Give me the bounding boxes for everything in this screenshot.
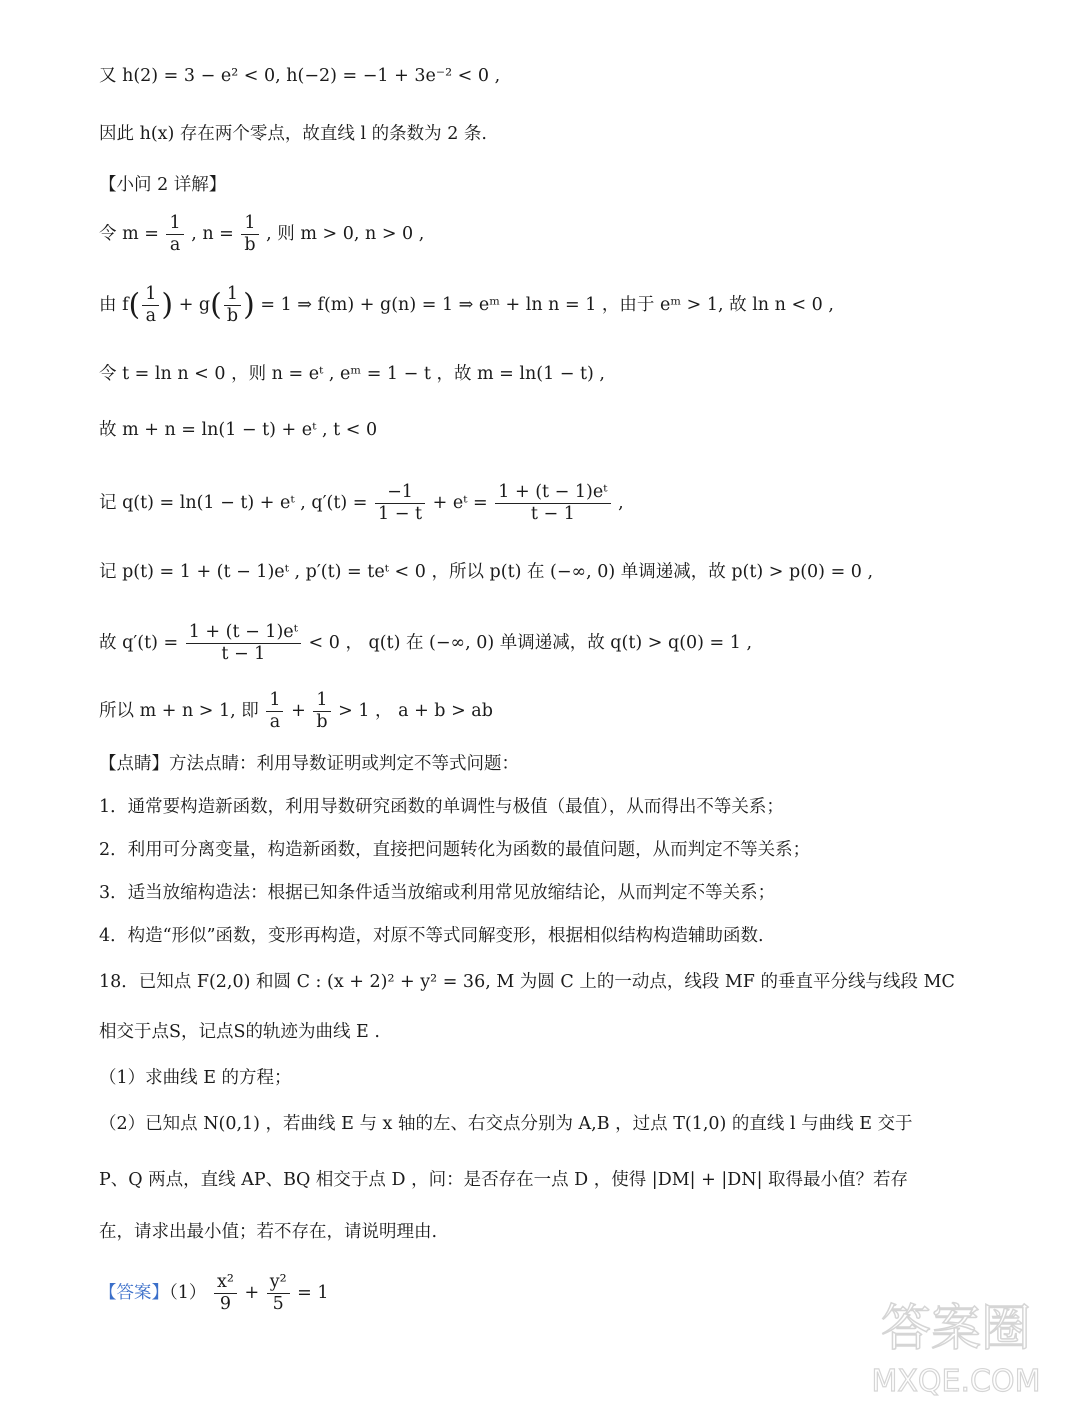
text-run: > 1 ， a + b > ab (338, 701, 493, 721)
watermark-logo (856, 1283, 1056, 1403)
numerator: 1 (224, 286, 241, 307)
text-run: 记 q(t) = ln(1 − t) + eᵗ , q′(t) = (99, 493, 368, 513)
list-item: 2．利用可分离变量，构造新函数，直接把问题转化为函数的最值问题，从而判定不等关系； (99, 840, 811, 860)
denominator: 1 − t (378, 504, 423, 524)
fraction (267, 1271, 290, 1314)
question-text: 18．已知点 F(2,0) 和圆 C : (x + 2)² + y² = 36, M 为圆 C 上的一动点，线段 MF 的垂直平分线与线段 MC (99, 972, 955, 992)
text-run: + (291, 701, 306, 721)
fraction (214, 1271, 237, 1314)
text-run: , (618, 493, 624, 513)
fraction (375, 481, 425, 524)
denominator: t − 1 (530, 504, 575, 524)
formula-line: 由 f( $\frac{1}{a}$ ) + g( $\frac{1}{b}$ ) = 1 ⇒ f(m) + g(n) = 1 ⇒ eᵐ + ln n = 1 ，由于 eᵐ > 1, 故 ln n < 0 , (99, 283, 834, 326)
denominator: a (145, 306, 157, 326)
denominator: 9 (219, 1294, 231, 1314)
section-heading: 【点睛】方法点睛：利用导数证明或判定不等式问题： (99, 754, 519, 774)
text-line: 故 m + n = ln(1 − t) + eᵗ , t < 0 (99, 420, 378, 440)
question-part: P、Q 两点，直线 AP、BQ 相交于点 D ，问：是否存在一点 D ，使得 |DM| + |DN| 取得最小值？若存 (99, 1170, 909, 1190)
question-part: （1）求曲线 E 的方程； (99, 1068, 292, 1088)
fraction (266, 689, 283, 732)
denominator: a (269, 712, 281, 732)
fraction (186, 621, 301, 664)
text-run: = 1 ⇒ f(m) + g(n) = 1 ⇒ eᵐ + ln n = 1 ，由于 eᵐ > 1, 故 ln n < 0 , (260, 295, 834, 315)
text-run: 令 m = (99, 224, 159, 244)
fraction (142, 283, 159, 326)
denominator: a (169, 235, 181, 255)
text-run: + (244, 1283, 260, 1303)
text-line: 又 h(2) = 3 − e² < 0, h(−2) = −1 + 3e⁻² < 0 , (99, 66, 501, 86)
numerator: 1 (266, 692, 283, 713)
question-part: 在，请求出最小值；若不存在，请说明理由. (99, 1222, 438, 1242)
text-run: , n = (191, 224, 234, 244)
watermark-bottom-text: MXQE.COM (871, 1364, 1041, 1399)
text-run: 所以 m + n > 1, 即 (99, 701, 259, 721)
fraction (495, 481, 610, 524)
answer-tag: 【答案】 (99, 1283, 169, 1303)
numerator: 1 (313, 692, 330, 713)
text-run: （1） (169, 1283, 207, 1303)
formula-line (99, 618, 1020, 668)
numerator: y² (267, 1274, 290, 1295)
fraction (241, 212, 258, 255)
text-line: 令 t = ln n < 0 ，则 n = eᵗ , eᵐ = 1 − t ，故 m = ln(1 − t) , (99, 364, 605, 384)
numerator: 1 (241, 215, 258, 236)
numerator: 1 (166, 215, 183, 236)
question-part: （2）已知点 N(0,1) ，若曲线 E 与 x 轴的左、右交点分别为 A,B ，过点 T(1,0) 的直线 l 与曲线 E 交于 (99, 1114, 913, 1134)
question-text: 相交于点S，记点S的轨迹为曲线 E . (99, 1022, 380, 1042)
text-run: 故 q′(t) = (99, 633, 179, 653)
text-line: 因此 h(x) 存在两个零点，故直线 l 的条数为 2 条. (99, 124, 487, 144)
fraction (224, 283, 241, 326)
text-run: + eᵗ = (432, 493, 488, 513)
denominator: b (226, 306, 239, 326)
denominator: t − 1 (221, 644, 266, 664)
list-item: 3．适当放缩构造法：根据已知条件适当放缩或利用常见放缩结论，从而判定不等关系； (99, 883, 776, 903)
formula-line (99, 688, 1020, 734)
denominator: 5 (272, 1294, 284, 1314)
numerator: 1 (142, 286, 159, 307)
numerator: 1 + (t − 1)eᵗ (186, 624, 301, 645)
text-run: = 1 (297, 1283, 329, 1303)
formula-line (99, 214, 1020, 255)
denominator: b (316, 712, 328, 732)
denominator: b (244, 235, 256, 255)
formula-line (99, 478, 1020, 528)
watermark-top-text: 答案圈 (881, 1299, 1031, 1357)
list-item: 4．构造“形似”函数，变形再构造，对原不等式同解变形，根据相似结构构造辅助函数. (99, 926, 764, 946)
numerator: 1 + (t − 1)eᵗ (495, 484, 610, 505)
text-run: < 0 ， q(t) 在 (−∞, 0) 单调递减，故 q(t) > q(0) = 1 , (308, 633, 753, 653)
section-heading: 【小问 2 详解】 (99, 175, 227, 195)
text-run: + g (178, 295, 211, 315)
text-run: , 则 m > 0, n > 0 , (266, 224, 425, 244)
numerator: x² (214, 1274, 237, 1295)
fraction (166, 212, 183, 255)
fraction (313, 689, 330, 732)
list-item: 1．通常要构造新函数，利用导数研究函数的单调性与极值（最值），从而得出不等关系； (99, 797, 784, 817)
text-run: 由 f (99, 295, 129, 315)
numerator: −1 (375, 484, 425, 505)
text-line: 记 p(t) = 1 + (t − 1)eᵗ , p′(t) = teᵗ < 0 ，所以 p(t) 在 (−∞, 0) 单调递减，故 p(t) > p(0) = 0 , (99, 562, 874, 582)
